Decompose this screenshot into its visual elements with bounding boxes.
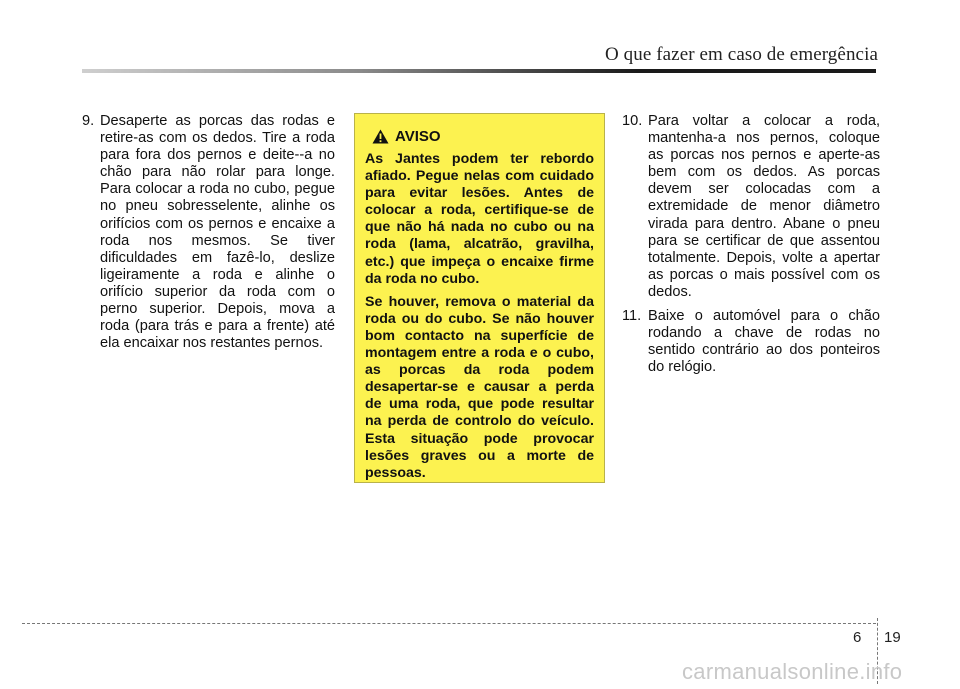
- step-text: Para voltar a colocar a roda, mantenha-a nos pernos, coloque as porcas nos pernos e aperte-as bem com os dedos. As porcas devem ser colocadas com a extremidade de menor diâmetro virada para dentro. Abane o pneu para se certificar de que assentou totalmente. Depois, volte a apertar as porcas o mais possível com os dedos.: [648, 113, 880, 300]
- warning-paragraph: As Jantes podem ter rebordo afiado. Pegue nelas com cuidado para evitar lesões. Antes de colocar a roda, certifique-se de que não há nada no cubo ou na roda (lama, alcatrão, gravilha, etc.) que impeça o encaixe firme da roda no cubo.: [365, 151, 594, 287]
- footer-rule: [22, 623, 876, 624]
- header-rule: [82, 69, 876, 73]
- step-item: [622, 308, 880, 376]
- page-number: 19: [884, 629, 901, 646]
- left-column: [82, 113, 335, 352]
- step-item: [622, 113, 880, 301]
- step-text: Baixe o automóvel para o chão rodando a chave de rodas no sentido contrário ao dos ponteiros do relógio.: [648, 308, 880, 376]
- watermark: carmanualsonline.info: [682, 659, 903, 684]
- step-text: Desaperte as porcas das rodas e retire-as com os dedos. Tire a roda para fora dos pernos e deite--a no chão para não rolar para longe. Para colocar a roda no cubo, pegue no pneu sobresselente, alinhe os orifícios com os pernos e encaixe a roda nos mesmos. Se tiver dificuldades em fazê-lo, deslize ligeiramente a roda e alinhe o orifício superior da roda com o perno superior. Depois, mova a roda (para trás e para a frente) até ela encaixar nos restantes pernos.: [100, 113, 335, 352]
- warning-box: [354, 113, 605, 483]
- step-number: 11.: [622, 308, 642, 325]
- warning-paragraph: Se houver, remova o material da roda ou do cubo. Se não houver bom contacto na superfície de montagem entre a roda e o cubo, as porcas da roda podem desapertar-se e causar a perda de uma roda, que pode resultar na perda de controlo do veículo. Esta situação pode provocar lesões graves ou a morte de pessoas.: [365, 293, 594, 481]
- right-column: [622, 113, 880, 376]
- step-number: 9.: [82, 113, 95, 129]
- step-number: 10.: [622, 113, 643, 129]
- chapter-number: 6: [853, 629, 862, 646]
- step-item: [82, 113, 335, 352]
- warning-triangle-icon: [372, 129, 389, 144]
- warning-title: AVISO: [395, 127, 441, 145]
- page-header-title: O que fazer em caso de emergência: [604, 44, 878, 65]
- warning-header: [365, 126, 594, 146]
